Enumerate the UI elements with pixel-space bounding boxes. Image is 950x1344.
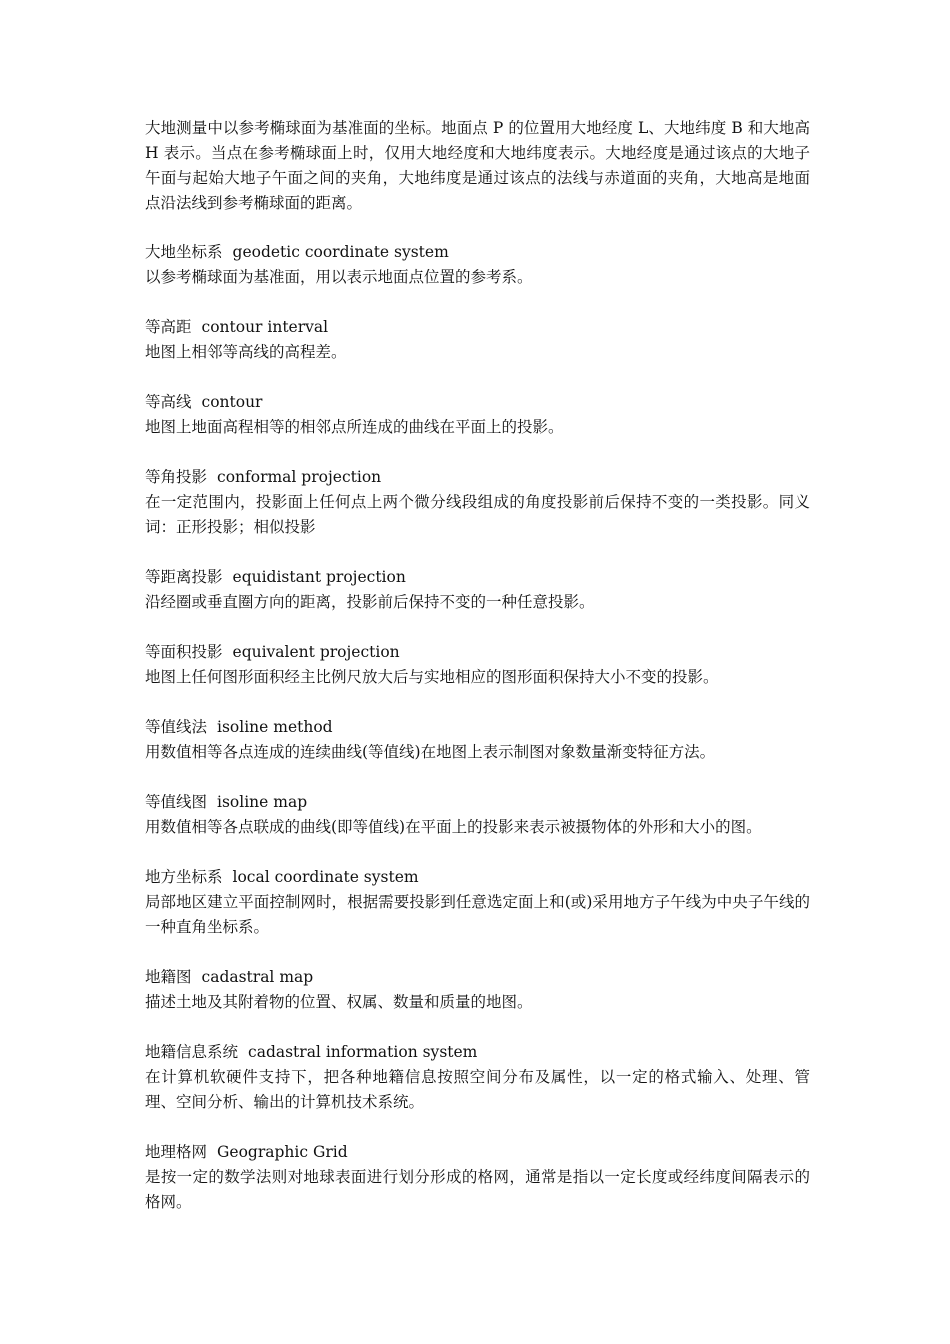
term-en: cadastral information system <box>248 1043 478 1061</box>
document-page <box>145 116 810 1240</box>
term-zh: 等值线图 <box>145 793 208 811</box>
entry-term <box>145 315 810 340</box>
term-zh: 等高距 <box>145 318 192 336</box>
term-zh: 等高线 <box>145 393 192 411</box>
glossary-entry <box>145 465 810 540</box>
term-zh: 等值线法 <box>145 718 208 736</box>
entry-definition: 在计算机软硬件支持下，把各种地籍信息按照空间分布及属性，以一定的格式输入、处理、管理、空间分析、输出的计算机技术系统。 <box>145 1068 810 1111</box>
term-en: equidistant projection <box>232 568 406 586</box>
term-en: contour interval <box>201 318 329 336</box>
glossary-entry <box>145 965 810 1015</box>
term-en: Geographic Grid <box>217 1143 348 1161</box>
term-zh: 大地坐标系 <box>145 243 223 261</box>
entry-term <box>145 465 810 490</box>
term-zh: 等角投影 <box>145 468 208 486</box>
glossary-entry <box>145 1040 810 1115</box>
entry-term <box>145 715 810 740</box>
term-en: equivalent projection <box>232 643 400 661</box>
entry-term <box>145 1040 810 1065</box>
term-en: geodetic coordinate system <box>232 243 449 261</box>
entry-definition: 沿经圈或垂直圈方向的距离，投影前后保持不变的一种任意投影。 <box>145 593 595 611</box>
entry-definition: 描述土地及其附着物的位置、权属、数量和质量的地图。 <box>145 993 533 1011</box>
term-zh: 等距离投影 <box>145 568 223 586</box>
glossary-entry <box>145 565 810 615</box>
glossary-entry <box>145 865 810 940</box>
intro-paragraph: 大地测量中以参考椭球面为基准面的坐标。地面点 P 的位置用大地经度 L、大地纬度 B 和大地高 H 表示。当点在参考椭球面上时，仅用大地经度和大地纬度表示。大地经度是通过该点的大地子午面与起始大地子午面之间的夹角，大地纬度是通过该点的法线与赤道面的夹角，大地高是地面点沿法线到参考椭球面的距离。 <box>145 119 810 212</box>
entry-term <box>145 640 810 665</box>
entry-term <box>145 965 810 990</box>
entry-term <box>145 390 810 415</box>
glossary-entry <box>145 715 810 765</box>
glossary-entry <box>145 790 810 840</box>
entry-term <box>145 865 810 890</box>
entry-definition: 用数值相等各点连成的连续曲线(等值线)在地图上表示制图对象数量渐变特征方法。 <box>145 743 716 761</box>
entry-term <box>145 790 810 815</box>
entry-definition: 地图上任何图形面积经主比例尺放大后与实地相应的图形面积保持大小不变的投影。 <box>145 668 719 686</box>
glossary-entry <box>145 240 810 290</box>
entry-term <box>145 565 810 590</box>
entry-definition: 是按一定的数学法则对地球表面进行划分形成的格网，通常是指以一定长度或经纬度间隔表示的格网。 <box>145 1168 810 1211</box>
term-en: conformal projection <box>217 468 382 486</box>
entry-definition: 用数值相等各点联成的曲线(即等值线)在平面上的投影来表示被摄物体的外形和大小的图。 <box>145 818 762 836</box>
glossary-entry <box>145 390 810 440</box>
entry-definition: 以参考椭球面为基准面，用以表示地面点位置的参考系。 <box>145 268 533 286</box>
entry-definition: 地图上地面高程相等的相邻点所连成的曲线在平面上的投影。 <box>145 418 564 436</box>
entry-definition: 地图上相邻等高线的高程差。 <box>145 343 347 361</box>
entry-definition: 在一定范围内，投影面上任何点上两个微分线段组成的角度投影前后保持不变的一类投影。同义词：正形投影；相似投影 <box>145 493 810 536</box>
glossary-entry <box>145 315 810 365</box>
glossary-entry <box>145 1140 810 1215</box>
term-zh: 地理格网 <box>145 1143 208 1161</box>
term-zh: 地方坐标系 <box>145 868 223 886</box>
entry-definition: 局部地区建立平面控制网时，根据需要投影到任意选定面上和(或)采用地方子午线为中央子午线的一种直角坐标系。 <box>145 893 810 936</box>
term-zh: 等面积投影 <box>145 643 223 661</box>
term-en: local coordinate system <box>232 868 419 886</box>
term-en: cadastral map <box>201 968 314 986</box>
entry-term <box>145 1140 810 1165</box>
term-zh: 地籍信息系统 <box>145 1043 239 1061</box>
term-en: isoline map <box>217 793 308 811</box>
term-en: contour <box>201 393 263 411</box>
term-en: isoline method <box>217 718 333 736</box>
term-zh: 地籍图 <box>145 968 192 986</box>
entry-term <box>145 240 810 265</box>
glossary-entry <box>145 640 810 690</box>
